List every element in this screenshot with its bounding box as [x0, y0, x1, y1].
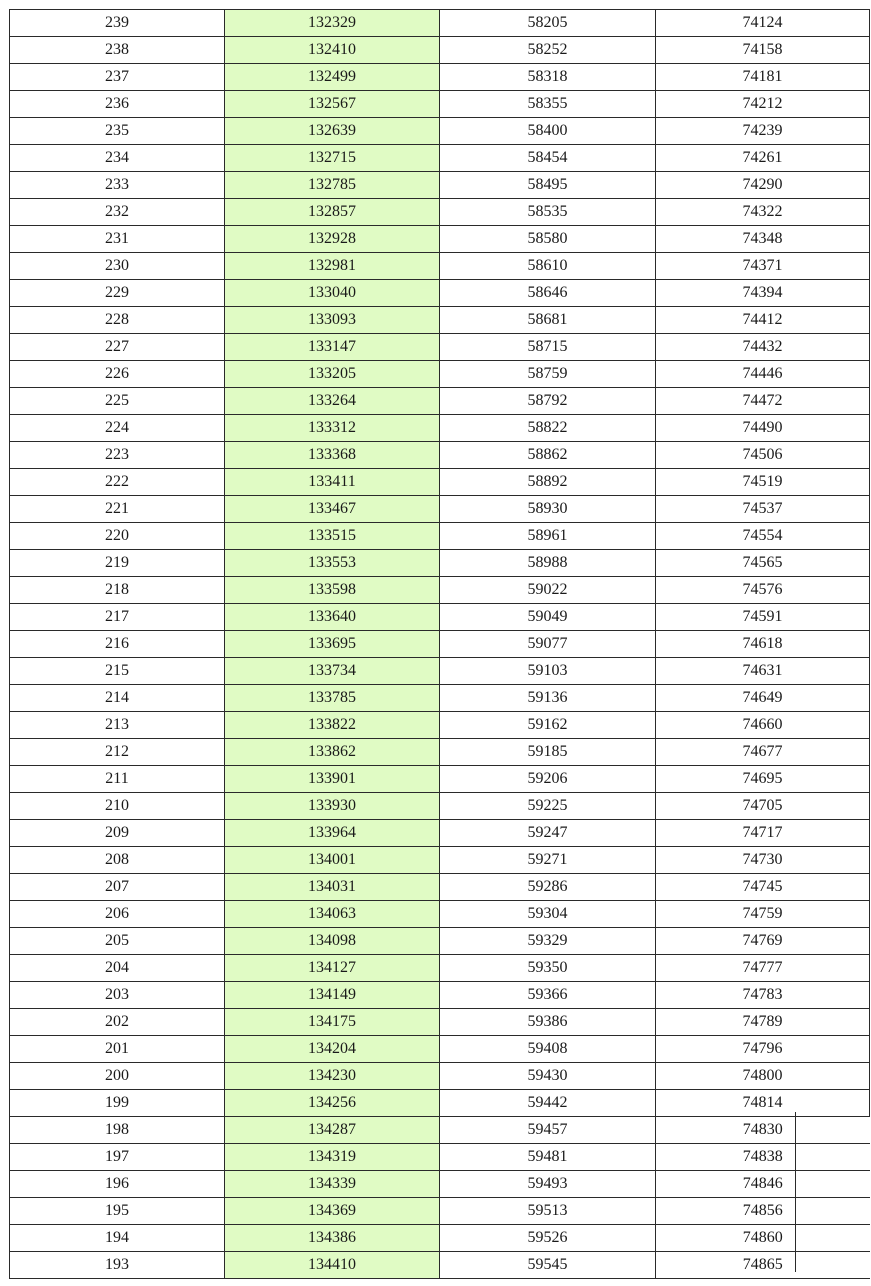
cumulative-total-cell: 133964 [225, 820, 440, 847]
score-table [9, 9, 870, 1279]
cumulative-male-cell: 59481 [440, 1144, 656, 1171]
cumulative-male-cell: 58535 [440, 199, 656, 226]
cumulative-male-cell: 58355 [440, 91, 656, 118]
cumulative-total-cell: 132329 [225, 10, 440, 37]
score-cell: 201 [10, 1036, 225, 1063]
score-cell: 218 [10, 577, 225, 604]
cumulative-female-cell: 74261 [656, 145, 870, 172]
cumulative-male-cell: 59513 [440, 1198, 656, 1225]
cumulative-female-cell: 74814 [656, 1090, 870, 1117]
table-row [10, 631, 870, 658]
score-cell: 196 [10, 1171, 225, 1198]
cumulative-female-cell: 74158 [656, 37, 870, 64]
cumulative-male-cell: 59271 [440, 847, 656, 874]
cumulative-male-cell: 58792 [440, 388, 656, 415]
table-row [10, 955, 870, 982]
cumulative-female-cell: 74705 [656, 793, 870, 820]
score-cell: 197 [10, 1144, 225, 1171]
cumulative-male-cell: 59206 [440, 766, 656, 793]
cumulative-total-cell: 134410 [225, 1252, 440, 1279]
table-row [10, 550, 870, 577]
cumulative-male-cell: 59430 [440, 1063, 656, 1090]
cumulative-male-cell: 58715 [440, 334, 656, 361]
table-row [10, 1063, 870, 1090]
cumulative-male-cell: 59247 [440, 820, 656, 847]
cumulative-total-cell: 133553 [225, 550, 440, 577]
cumulative-male-cell: 59077 [440, 631, 656, 658]
cumulative-total-cell: 134149 [225, 982, 440, 1009]
cumulative-female-cell: 74717 [656, 820, 870, 847]
score-cell: 239 [10, 10, 225, 37]
cumulative-total-cell: 132567 [225, 91, 440, 118]
table-row [10, 469, 870, 496]
cumulative-male-cell: 59329 [440, 928, 656, 955]
cumulative-total-cell: 134175 [225, 1009, 440, 1036]
score-cell: 232 [10, 199, 225, 226]
cumulative-male-cell: 59386 [440, 1009, 656, 1036]
cumulative-male-cell: 58822 [440, 415, 656, 442]
cumulative-female-cell: 74846 [656, 1171, 870, 1198]
cumulative-male-cell: 58580 [440, 226, 656, 253]
table-row [10, 64, 870, 91]
table-row [10, 523, 870, 550]
cumulative-male-cell: 59185 [440, 739, 656, 766]
cumulative-male-cell: 59408 [440, 1036, 656, 1063]
table-row [10, 1090, 870, 1117]
cumulative-female-cell: 74860 [656, 1225, 870, 1252]
cumulative-total-cell: 133368 [225, 442, 440, 469]
score-cell: 229 [10, 280, 225, 307]
table-row [10, 685, 870, 712]
cumulative-total-cell: 133640 [225, 604, 440, 631]
cumulative-female-cell: 74554 [656, 523, 870, 550]
table-row [10, 874, 870, 901]
cumulative-female-cell: 74212 [656, 91, 870, 118]
score-cell: 224 [10, 415, 225, 442]
cumulative-total-cell: 133785 [225, 685, 440, 712]
table-row [10, 226, 870, 253]
cumulative-male-cell: 58646 [440, 280, 656, 307]
score-cell: 206 [10, 901, 225, 928]
score-cell: 195 [10, 1198, 225, 1225]
table-row [10, 901, 870, 928]
cumulative-female-cell: 74830 [656, 1117, 870, 1144]
score-cell: 223 [10, 442, 225, 469]
cumulative-male-cell: 59350 [440, 955, 656, 982]
cumulative-male-cell: 59442 [440, 1090, 656, 1117]
cumulative-total-cell: 133205 [225, 361, 440, 388]
cumulative-female-cell: 74348 [656, 226, 870, 253]
score-cell: 221 [10, 496, 225, 523]
score-cell: 205 [10, 928, 225, 955]
cumulative-female-cell: 74618 [656, 631, 870, 658]
cumulative-total-cell: 133734 [225, 658, 440, 685]
cumulative-female-cell: 74239 [656, 118, 870, 145]
cumulative-male-cell: 59162 [440, 712, 656, 739]
cumulative-total-cell: 134230 [225, 1063, 440, 1090]
cumulative-female-cell: 74856 [656, 1198, 870, 1225]
cumulative-female-cell: 74783 [656, 982, 870, 1009]
cumulative-total-cell: 133264 [225, 388, 440, 415]
cumulative-female-cell: 74591 [656, 604, 870, 631]
score-cell: 200 [10, 1063, 225, 1090]
cumulative-female-cell: 74394 [656, 280, 870, 307]
table-row [10, 1036, 870, 1063]
cumulative-female-cell: 74800 [656, 1063, 870, 1090]
table-row [10, 334, 870, 361]
table-row [10, 766, 870, 793]
cumulative-male-cell: 59225 [440, 793, 656, 820]
cumulative-total-cell: 133598 [225, 577, 440, 604]
cumulative-total-cell: 132639 [225, 118, 440, 145]
cumulative-total-cell: 133695 [225, 631, 440, 658]
table-row [10, 739, 870, 766]
score-cell: 213 [10, 712, 225, 739]
cumulative-total-cell: 134001 [225, 847, 440, 874]
score-cell: 198 [10, 1117, 225, 1144]
cumulative-male-cell: 58205 [440, 10, 656, 37]
cumulative-male-cell: 59457 [440, 1117, 656, 1144]
cumulative-male-cell: 59022 [440, 577, 656, 604]
score-cell: 214 [10, 685, 225, 712]
cumulative-male-cell: 59526 [440, 1225, 656, 1252]
table-row [10, 307, 870, 334]
score-cell: 203 [10, 982, 225, 1009]
cumulative-total-cell: 133822 [225, 712, 440, 739]
cumulative-total-cell: 134098 [225, 928, 440, 955]
cumulative-total-cell: 133862 [225, 739, 440, 766]
cumulative-female-cell: 74677 [656, 739, 870, 766]
score-cell: 228 [10, 307, 225, 334]
cumulative-total-cell: 134319 [225, 1144, 440, 1171]
table-row [10, 1252, 870, 1279]
score-table-body [10, 10, 870, 1279]
cumulative-total-cell: 132785 [225, 172, 440, 199]
cumulative-male-cell: 58681 [440, 307, 656, 334]
cumulative-total-cell: 134031 [225, 874, 440, 901]
table-row [10, 982, 870, 1009]
cumulative-total-cell: 134063 [225, 901, 440, 928]
cumulative-male-cell: 59103 [440, 658, 656, 685]
score-cell: 217 [10, 604, 225, 631]
cumulative-female-cell: 74838 [656, 1144, 870, 1171]
cumulative-female-cell: 74490 [656, 415, 870, 442]
table-row [10, 658, 870, 685]
cumulative-total-cell: 132981 [225, 253, 440, 280]
cumulative-male-cell: 58454 [440, 145, 656, 172]
cumulative-male-cell: 58318 [440, 64, 656, 91]
score-cell: 210 [10, 793, 225, 820]
cumulative-male-cell: 58930 [440, 496, 656, 523]
score-cell: 236 [10, 91, 225, 118]
score-cell: 233 [10, 172, 225, 199]
score-cell: 220 [10, 523, 225, 550]
cumulative-female-cell: 74649 [656, 685, 870, 712]
cumulative-male-cell: 59049 [440, 604, 656, 631]
cumulative-female-cell: 74769 [656, 928, 870, 955]
cumulative-female-cell: 74660 [656, 712, 870, 739]
cumulative-total-cell: 132715 [225, 145, 440, 172]
cumulative-total-cell: 132928 [225, 226, 440, 253]
score-cell: 212 [10, 739, 225, 766]
cumulative-female-cell: 74506 [656, 442, 870, 469]
cumulative-total-cell: 133093 [225, 307, 440, 334]
cumulative-total-cell: 134287 [225, 1117, 440, 1144]
score-cell: 207 [10, 874, 225, 901]
score-cell: 211 [10, 766, 225, 793]
table-row [10, 604, 870, 631]
cumulative-total-cell: 133515 [225, 523, 440, 550]
cumulative-total-cell: 133147 [225, 334, 440, 361]
score-cell: 193 [10, 1252, 225, 1279]
cumulative-male-cell: 58610 [440, 253, 656, 280]
score-cell: 209 [10, 820, 225, 847]
cumulative-female-cell: 74565 [656, 550, 870, 577]
cumulative-male-cell: 59493 [440, 1171, 656, 1198]
table-row [10, 1225, 870, 1252]
cumulative-female-cell: 74695 [656, 766, 870, 793]
cumulative-male-cell: 58495 [440, 172, 656, 199]
score-cell: 225 [10, 388, 225, 415]
table-row [10, 199, 870, 226]
table-row [10, 1144, 870, 1171]
table-row [10, 1009, 870, 1036]
cumulative-female-cell: 74730 [656, 847, 870, 874]
table-row [10, 1117, 870, 1144]
score-cell: 235 [10, 118, 225, 145]
table-row [10, 91, 870, 118]
score-cell: 226 [10, 361, 225, 388]
table-row [10, 253, 870, 280]
cumulative-male-cell: 58892 [440, 469, 656, 496]
cumulative-female-cell: 74576 [656, 577, 870, 604]
score-cell: 222 [10, 469, 225, 496]
table-row [10, 793, 870, 820]
table-row [10, 10, 870, 37]
cumulative-female-cell: 74745 [656, 874, 870, 901]
score-cell: 208 [10, 847, 225, 874]
cumulative-total-cell: 134256 [225, 1090, 440, 1117]
table-row [10, 442, 870, 469]
cumulative-total-cell: 134204 [225, 1036, 440, 1063]
table-row [10, 928, 870, 955]
score-cell: 202 [10, 1009, 225, 1036]
cumulative-total-cell: 134369 [225, 1198, 440, 1225]
table-row [10, 847, 870, 874]
cumulative-male-cell: 58988 [440, 550, 656, 577]
cumulative-female-cell: 74537 [656, 496, 870, 523]
cumulative-female-cell: 74631 [656, 658, 870, 685]
cumulative-male-cell: 58961 [440, 523, 656, 550]
table-row [10, 577, 870, 604]
cumulative-total-cell: 133040 [225, 280, 440, 307]
cumulative-total-cell: 132857 [225, 199, 440, 226]
cumulative-female-cell: 74519 [656, 469, 870, 496]
table-row [10, 1198, 870, 1225]
cumulative-male-cell: 59286 [440, 874, 656, 901]
score-cell: 215 [10, 658, 225, 685]
cumulative-male-cell: 59304 [440, 901, 656, 928]
table-row [10, 388, 870, 415]
score-cell: 227 [10, 334, 225, 361]
table-row [10, 712, 870, 739]
cumulative-total-cell: 134339 [225, 1171, 440, 1198]
cumulative-total-cell: 133930 [225, 793, 440, 820]
cumulative-female-cell: 74472 [656, 388, 870, 415]
cumulative-male-cell: 58862 [440, 442, 656, 469]
table-row [10, 172, 870, 199]
cumulative-total-cell: 133901 [225, 766, 440, 793]
cumulative-female-cell: 74865 [656, 1252, 870, 1279]
score-cell: 194 [10, 1225, 225, 1252]
score-cell: 216 [10, 631, 225, 658]
table-row [10, 37, 870, 64]
cumulative-male-cell: 59545 [440, 1252, 656, 1279]
score-cell: 199 [10, 1090, 225, 1117]
cumulative-male-cell: 59136 [440, 685, 656, 712]
cumulative-total-cell: 133312 [225, 415, 440, 442]
score-cell: 204 [10, 955, 225, 982]
cumulative-male-cell: 58400 [440, 118, 656, 145]
cumulative-male-cell: 58252 [440, 37, 656, 64]
cumulative-female-cell: 74412 [656, 307, 870, 334]
score-cell: 230 [10, 253, 225, 280]
cumulative-female-cell: 74371 [656, 253, 870, 280]
cumulative-male-cell: 59366 [440, 982, 656, 1009]
score-cell: 238 [10, 37, 225, 64]
cumulative-female-cell: 74796 [656, 1036, 870, 1063]
cumulative-total-cell: 132499 [225, 64, 440, 91]
table-row [10, 496, 870, 523]
cumulative-female-cell: 74322 [656, 199, 870, 226]
cumulative-total-cell: 133467 [225, 496, 440, 523]
table-row [10, 145, 870, 172]
table-row [10, 820, 870, 847]
score-cell: 234 [10, 145, 225, 172]
cumulative-female-cell: 74789 [656, 1009, 870, 1036]
table-row [10, 280, 870, 307]
cumulative-total-cell: 134386 [225, 1225, 440, 1252]
score-cell: 219 [10, 550, 225, 577]
cumulative-female-cell: 74759 [656, 901, 870, 928]
cumulative-total-cell: 132410 [225, 37, 440, 64]
cumulative-total-cell: 134127 [225, 955, 440, 982]
cumulative-female-cell: 74432 [656, 334, 870, 361]
cumulative-female-cell: 74446 [656, 361, 870, 388]
score-cell: 237 [10, 64, 225, 91]
table-row [10, 361, 870, 388]
cumulative-female-cell: 74777 [656, 955, 870, 982]
table-row [10, 415, 870, 442]
score-cell: 231 [10, 226, 225, 253]
table-row [10, 1171, 870, 1198]
cumulative-male-cell: 58759 [440, 361, 656, 388]
table-right-border-segment [795, 1112, 796, 1272]
cumulative-female-cell: 74290 [656, 172, 870, 199]
cumulative-female-cell: 74181 [656, 64, 870, 91]
table-row [10, 118, 870, 145]
cumulative-female-cell: 74124 [656, 10, 870, 37]
cumulative-total-cell: 133411 [225, 469, 440, 496]
